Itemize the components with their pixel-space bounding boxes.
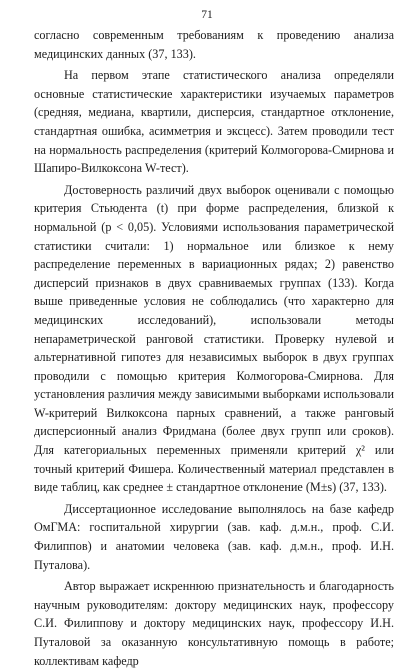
paragraph-3: Достоверность различий двух выборок оценивали с помощью критерия Стьюдента (t) при форме распределения, близкой к нормальной (p < 0,05). Условиями использования параметрической статистики считали: 1) нормальное или близкое к нему распределение переменных в вариационных рядах; 2) равенство дисперсий признаков в двух сравниваемых группах (133). Когда выше приведенные условия не соблюдались (что характерно для медицинских исследований), использовали методы непараметрической ранговой статистики. Проверку нулевой и альтернативной гипотез для независимых выборок в двух группах проводили с помощью критерия Колмогорова-Смирнова. Для установления различия между зависимыми выборками использовали W-критерий Вилкоксона парных сравнений, а также ранговый дисперсионный анализ Фридмана (более двух групп или сроков). Для категориальных переменных применяли критерий χ² или точный критерий Фишера. Количественный материал представлен в виде таблиц, как среднее ± стандартное отклонение (M±s) (37, 133). bbox=[34, 182, 394, 495]
paragraph-2: На первом этапе статистического анализа определяли основные статистические характеристики изучаемых параметров (средняя, медиана, квартили, дисперсия, стандартное отклонение, стандартная ошибка, асимметрия и эксцесс). Затем проводили тест на нормальность распределения (критерий Колмогорова-Смирнова и Шапиро-Вилкоксона W-тест). bbox=[34, 68, 394, 176]
paragraph-1: согласно современным требованиям к проведению анализа медицинских данных (37, 133). bbox=[34, 28, 394, 61]
paragraph-4: Диссертационное исследование выполнялось на базе кафедр ОмГМА: госпитальной хирургии (зав. каф. д.м.н., проф. С.И. Филиппов) и анатомии человека (зав. каф. д.м.н., проф. И.Н. Путалова). bbox=[34, 501, 394, 572]
paragraph-5: Автор выражает искреннюю признательность и благодарность научным руководителям: доктору медицинских наук, профессору С.И. Филиппову и доктору медицинских наук, профессору И.Н. Путаловой за оказанную консультативную помощь в работе; коллективам кафедр bbox=[34, 579, 394, 668]
page-number: 71 bbox=[201, 9, 213, 21]
document-body bbox=[34, 26, 394, 670]
